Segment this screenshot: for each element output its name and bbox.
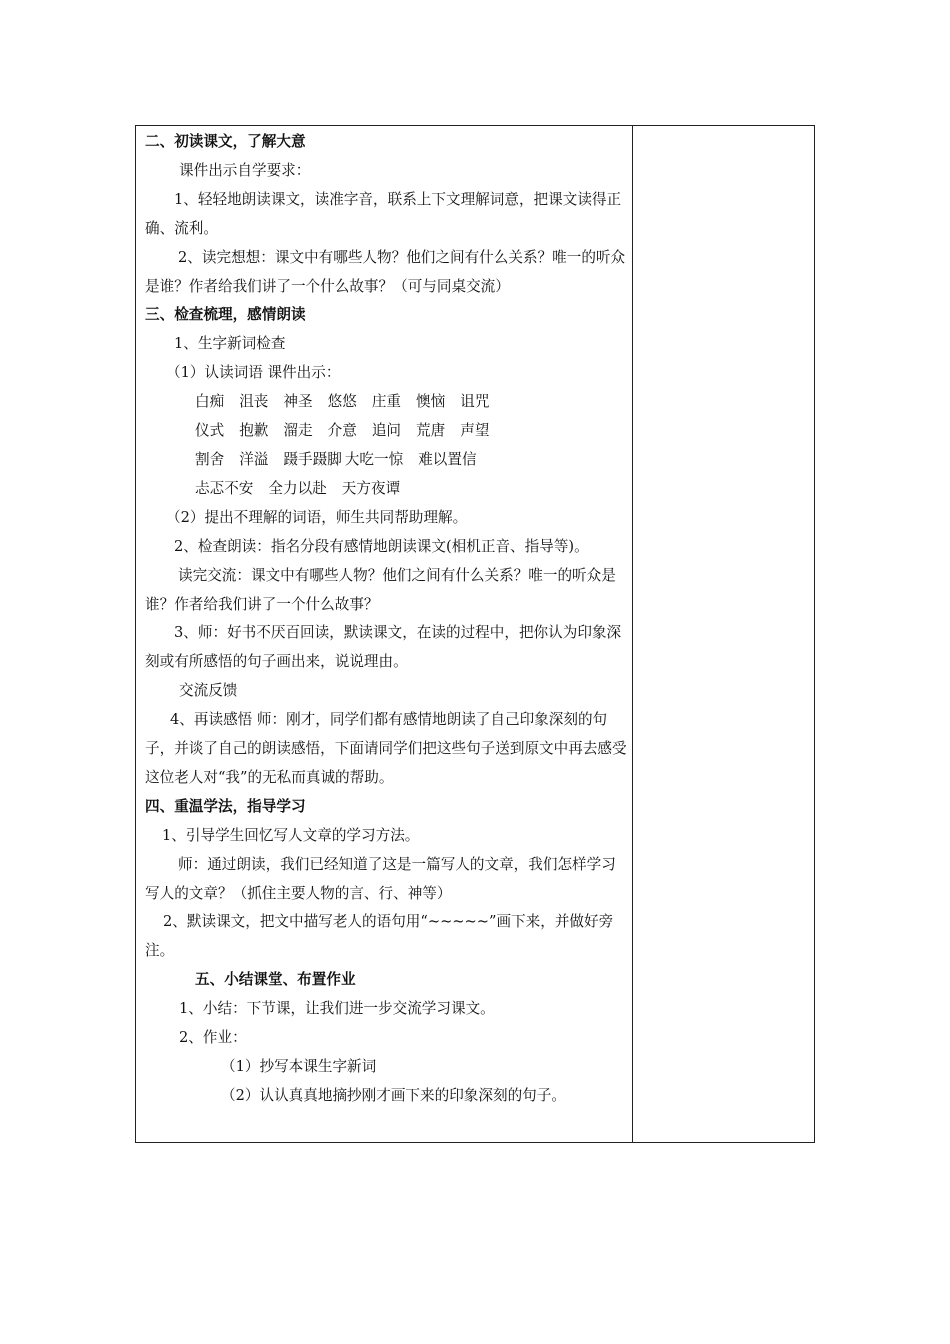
vocab-word: 庄重 — [371, 393, 402, 411]
vocab-word: 天方夜谭 — [341, 479, 401, 497]
vocab-word: 大吃一惊 — [344, 450, 404, 468]
vocab-row — [145, 417, 627, 446]
section-heading: 五、小结课堂、布置作业 — [195, 971, 356, 989]
paragraph: 读完交流：课文中有哪些人物？他们之间有什么关系？唯一的听众是谁？作者给我们讲了一个什么故事？ — [145, 566, 616, 613]
paragraph: （2）认认真真地摘抄刚才画下来的印象深刻的句子。 — [221, 1086, 566, 1104]
paragraph: 1、轻轻地朗读课文，读准字音，联系上下文理解词意，把课文读得正确、流利。 — [145, 190, 622, 237]
paragraph: 1、引导学生回忆写人文章的学习方法。 — [162, 826, 420, 844]
paragraph: 2、检查朗读：指名分段有感情地朗读课文(相机正音、指导等)。 — [174, 537, 589, 555]
paragraph: 师：通过朗读，我们已经知道了这是一篇写人的文章，我们怎样学习写人的文章？（抓住主要人物的言、行、神等） — [145, 855, 616, 902]
paragraph: 4、再读感悟 师：刚才，同学们都有感情地朗读了自己印象深刻的句子，并谈了自己的朗读感悟，下面请同学们把这些句子送到原文中再去感受这位老人对“我”的无私而真诚的帮助。 — [145, 711, 627, 786]
paragraph: （1）认读词语 课件出示： — [166, 364, 341, 382]
section-heading: 二、初读课文，了解大意 — [145, 133, 306, 150]
paragraph: 2、默读课文，把文中描写老人的语句用“~~~~~”画下来，并做好旁注。 — [145, 913, 614, 960]
paragraph: 2、读完想想：课文中有哪些人物？他们之间有什么关系？唯一的听众是谁？作者给我们讲了一个什么故事？（可与同桌交流） — [145, 248, 626, 295]
vocab-word: 懊恼 — [416, 393, 446, 411]
vocab-word: 介意 — [327, 422, 357, 440]
vocab-word: 仪式 — [195, 422, 225, 440]
vocab-word: 蹑手蹑脚 — [283, 450, 342, 468]
vocab-word: 洋溢 — [239, 450, 269, 468]
vocab-row — [145, 446, 627, 475]
vocab-word: 难以置信 — [418, 450, 477, 468]
vocab-word: 声望 — [460, 422, 490, 440]
vocab-word: 荒唐 — [416, 422, 446, 440]
paragraph: （1）抄写本课生字新词 — [221, 1058, 377, 1075]
paragraph: 3、师：好书不厌百回读，默读课文，在读的过程中，把你认为印象深刻或有所感悟的句子画出来，说说理由。 — [145, 624, 622, 671]
vocab-word: 诅咒 — [460, 393, 490, 411]
vocab-word: 追问 — [371, 422, 402, 440]
vocab-row — [145, 475, 627, 504]
paragraph: 1、小结：下节课，让我们进一步交流学习课文。 — [179, 1000, 495, 1018]
vocab-word: 溜走 — [283, 422, 313, 440]
vocab-word: 悠悠 — [327, 393, 357, 411]
vocab-word: 忐忑不安 — [195, 479, 254, 497]
paragraph: （2）提出不理解的词语，师生共同帮助理解。 — [166, 508, 468, 526]
vocab-word: 全力以赴 — [268, 479, 327, 497]
column-divider — [632, 125, 633, 1143]
vocab-row — [145, 388, 627, 417]
vocab-word: 沮丧 — [239, 393, 269, 411]
paragraph: 交流反馈 — [179, 682, 238, 700]
vocab-word: 白痴 — [195, 393, 225, 411]
lesson-content — [145, 128, 627, 1111]
section-heading: 三、检查梳理，感情朗读 — [145, 306, 306, 324]
section-heading: 四、重温学法，指导学习 — [145, 797, 306, 815]
paragraph: 1、生字新词检查 — [174, 335, 286, 353]
paragraph: 课件出示自学要求： — [179, 161, 311, 179]
paragraph: 2、作业： — [179, 1029, 247, 1047]
vocab-word: 割舍 — [195, 450, 225, 468]
vocab-word: 抱歉 — [239, 422, 269, 440]
vocab-word: 神圣 — [283, 393, 313, 411]
